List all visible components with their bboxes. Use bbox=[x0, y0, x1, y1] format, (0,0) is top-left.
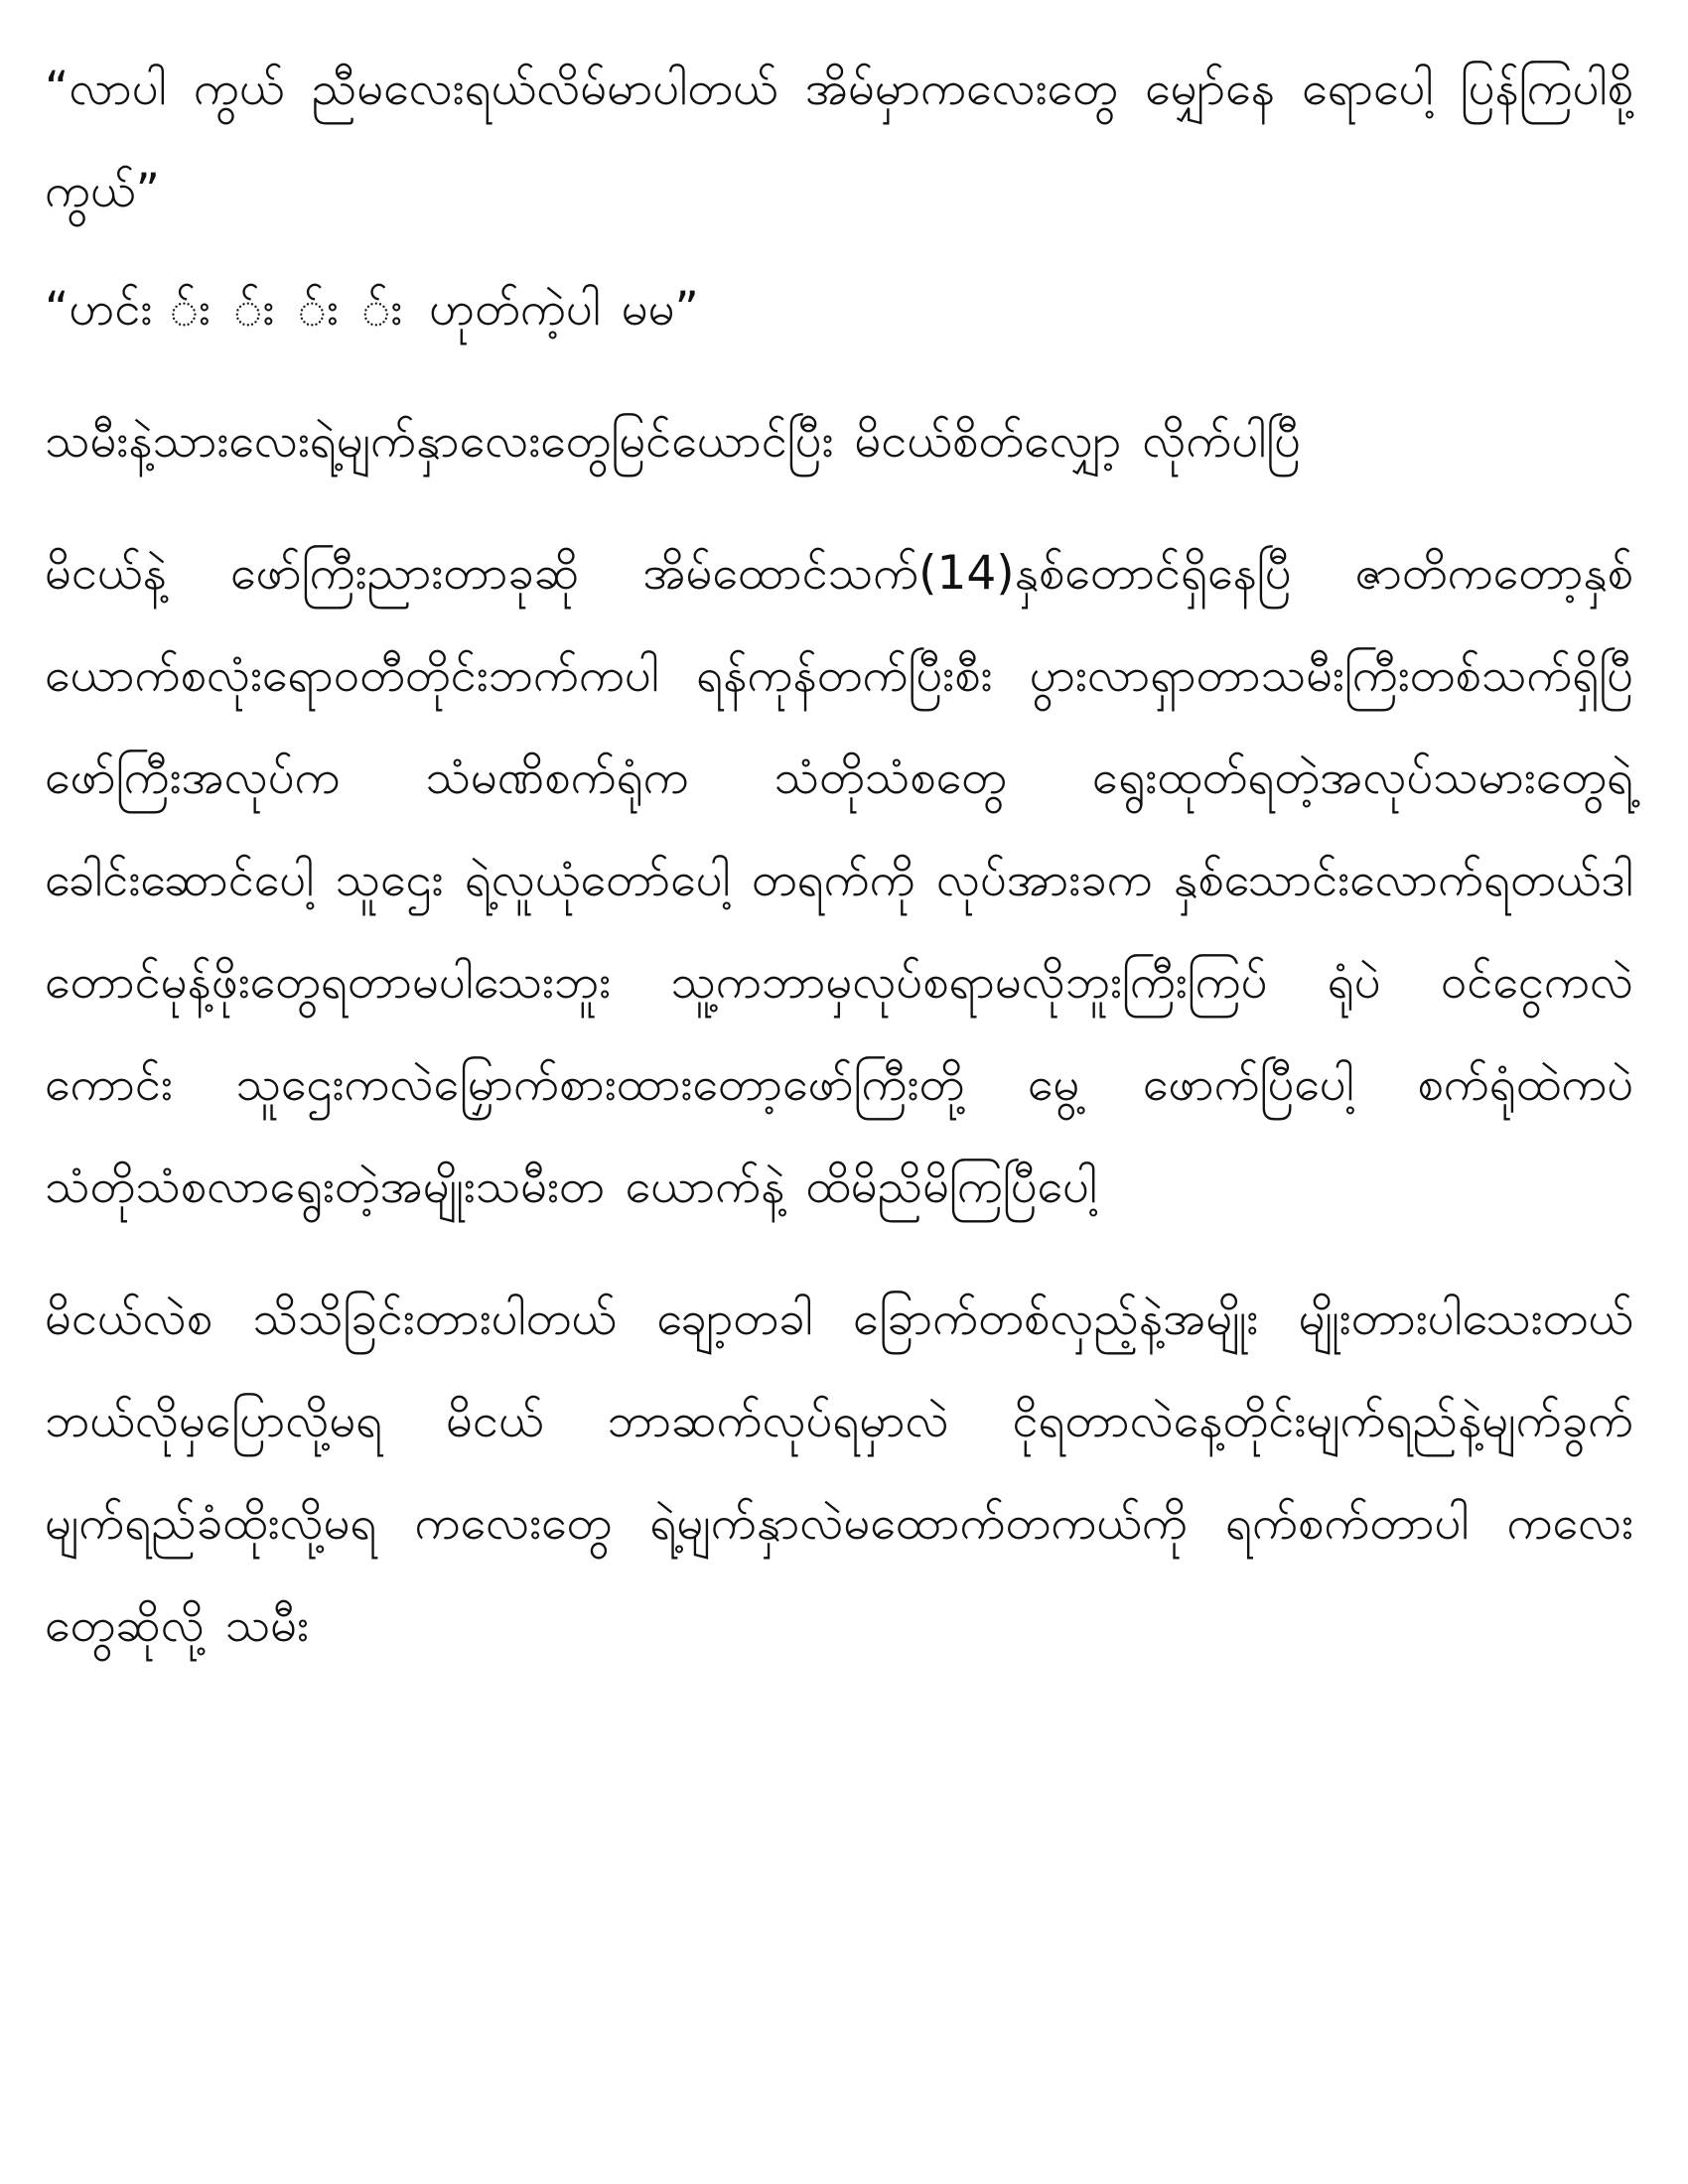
paragraph-invitation: “လာပါ ကွယ် ညီမလေးရယ်လိမ်မာပါတယ် အိမ်မှာကလေးတွေ မျှော်နေ ရောပေါ့ ပြန်ကြပါစို့ကွယ်” bbox=[45, 62, 1633, 218]
paragraph-reply: “ဟင်း ်း ်း ်း ်း ဟုတ်ကဲ့ပါ မမ” bbox=[45, 282, 699, 337]
paragraph-attempts: မိငယ်လဲစ သိသိခြင်းတားပါတယ် ချော့တခါ ခြောက်တစ်လှည့်နဲ့အမျိုး မျိုးတားပါသေးတယ် ဘယ်လိုမှပြောလို့မရ မိငယ် ဘာဆက်လုပ်ရမှာလဲ ငိုရတာလဲနေ့တိုင်းမျက်ရည်နဲ့မျက်ခွက် မျက်ရည်ခံထိုးလို့မရ ကလေးတွေ ရဲ့မျက်နှာလဲမထောက်တကယ်ကို ရက်စက်တာပါ ကလေးတွေဆိုလို့ သမီး bbox=[45, 1292, 1633, 1653]
paragraph-resignation: သမီးနဲ့သားလေးရဲ့မျက်နှာလေးတွေမြင်ယောင်ပြီး မိငယ်စိတ်လျှော့ လိုက်ပါပြီ bbox=[45, 414, 1301, 469]
paragraph-marriage-story: မိငယ်နဲ့ ဖော်ကြီးညားတာခုဆို အိမ်ထောင်သက်(14)နှစ်တောင်ရှိနေပြီ ဇာတိကတော့နှစ်ယောက်စလုံးရောဝတီတိုင်းဘက်ကပါ ရန်ကုန်တက်ပြီးစီး ပွားလာရှာတာသမီးကြီးတစ်သက်ရှိပြီ ဖော်ကြီးအလုပ်က သံမဏိစက်ရုံက သံတိုသံစတွေ ရွေးထုတ်ရတဲ့အလုပ်သမားတွေရဲ့ခေါင်းဆောင်ပေါ့ သူဌေး ရဲ့လူယုံတော်ပေါ့ တရက်ကို လုပ်အားခက နှစ်သောင်းလောက်ရတယ်ဒါ တောင်မုန့်ဖိုးတွေရတာမပါသေးဘူး သူ့ကဘာမှလုပ်စရာမလိုဘူးကြီးကြပ် ရုံပဲ ဝင်ငွေကလဲကောင်း သူဌေးကလဲမြှောက်စားထားတော့ဖော်ကြီးတို့ မွေ့ ဖောက်ပြီပေါ့ စက်ရုံထဲကပဲ သံတိုသံစလာရွေးတဲ့အမျိုးသမီးတ ယောက်နဲ့ ထိမိညိမိကြပြီပေါ့ bbox=[45, 546, 1633, 1214]
